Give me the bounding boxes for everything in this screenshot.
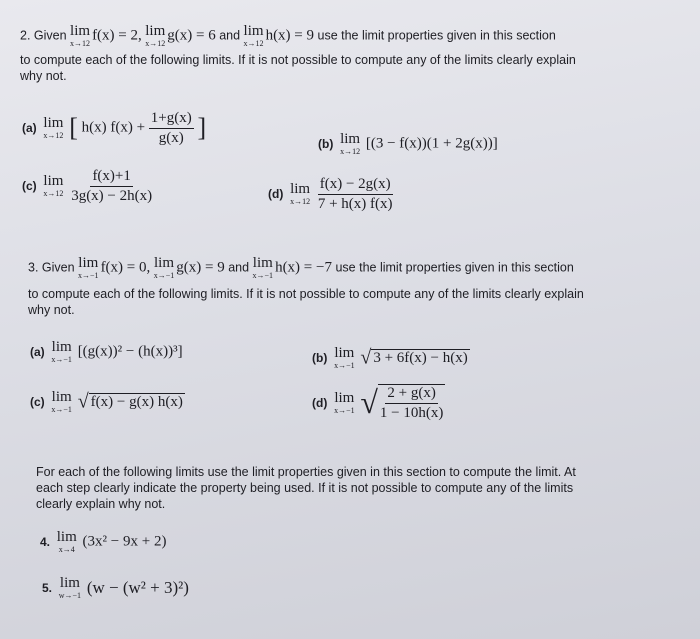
q3-part-b: (b) lim x→−1 √ 3 + 6f(x) − h(x) xyxy=(312,345,468,370)
q3-number: 3. Given xyxy=(28,260,75,275)
q2-part-d: (d) lim x→12 $\frac{f(x) - 2g(x)}{7 + h(x) f(x)}$ xyxy=(268,176,393,212)
q3-instructions-line3: why not. xyxy=(28,303,75,317)
q5: 5. lim w→−1 (w − (w² + 3)²) xyxy=(42,575,189,600)
q2-given-f: lim x→12 xyxy=(70,23,91,48)
q2-instructions-line2: to compute each of the following limits. If it is not possible to compute any of the limits clearly explain xyxy=(20,53,576,67)
q3-intro: 3. Given lim x→−1 f(x) = 0, lim x→−1 g(x) = 9 and lim x→−1 h(x) = −7 use the limit properties given in this section xyxy=(28,255,574,280)
q2-intro: 2. Given lim x→12 f(x) = 2, lim x→12 g(x) = 6 and lim x→12 h(x) = 9 use the limit properties given in this section xyxy=(20,23,556,48)
q2-given-g: lim x→12 xyxy=(145,23,166,48)
q2-given-h: lim x→12 xyxy=(243,23,264,48)
instructions-line3: clearly explain why not. xyxy=(36,497,166,511)
q2-part-a: (a) lim x→12 [ h(x) f(x) + $\frac{1+g(x)}{g(x)}$ ] xyxy=(22,110,207,146)
q2-part-c: (c) lim x→12 $\frac{f(x)+1}{3g(x) - 2h(x)}$ xyxy=(22,168,153,204)
q3-part-a: (a) lim x→−1 [(g(x))² − (h(x))³] xyxy=(30,339,183,364)
q4: 4. lim x→4 (3x² − 9x + 2) xyxy=(40,529,167,554)
instructions-line2: each step clearly indicate the property being used. If it is not possible to compute any of the limits xyxy=(36,481,574,495)
q2-part-b: (b) lim x→12 [(3 − f(x))(1 + 2g(x))] xyxy=(318,131,498,156)
q3-part-c: (c) lim x→−1 √ f(x) − g(x) h(x) xyxy=(30,389,183,414)
instructions-line1: For each of the following limits use the limit properties given in this section to compute the limit. At xyxy=(36,465,576,479)
q2-instructions-line3: why not. xyxy=(20,69,67,83)
q2-number: 2. Given xyxy=(20,28,67,43)
q3-instructions-line2: to compute each of the following limits. If it is not possible to compute any of the limits clearly explain xyxy=(28,287,584,301)
q3-part-d: (d) lim x→−1 √ $\frac{2 + g(x)}{1 - 10h(x)}$ xyxy=(312,384,444,421)
